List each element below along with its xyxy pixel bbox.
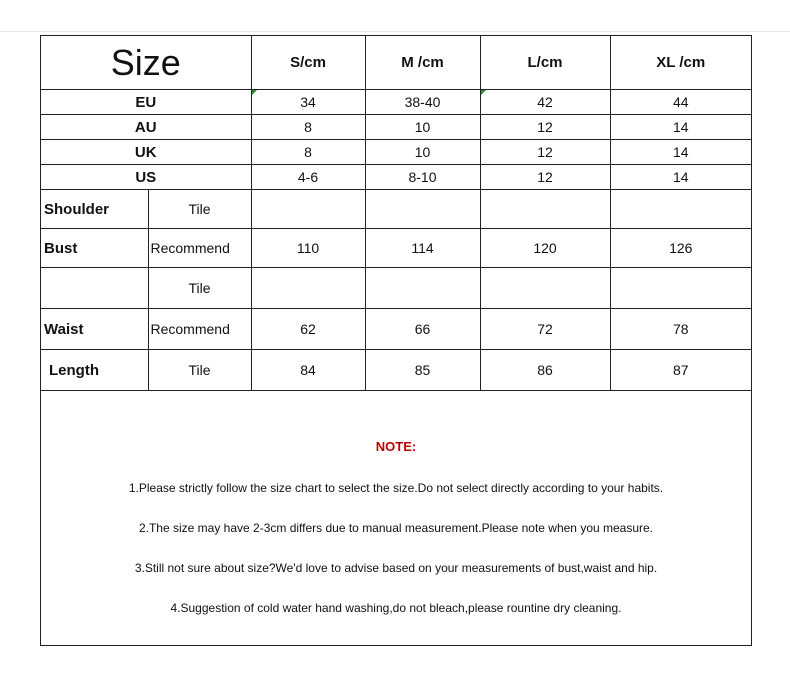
corner-mark [252, 90, 257, 95]
measure-method: Tile [148, 268, 251, 309]
measure-value: 86 [480, 350, 610, 391]
region-value: 14 [610, 115, 751, 140]
region-row-uk [41, 140, 751, 165]
region-value: 44 [610, 90, 751, 115]
region-value: 8-10 [365, 165, 480, 190]
region-value: 34 [251, 90, 365, 115]
measure-value: 72 [480, 309, 610, 350]
column-header-l: L/cm [480, 36, 610, 90]
region-value: 42 [480, 90, 610, 115]
measure-label: Length [41, 350, 148, 391]
region-code: EU [41, 90, 251, 115]
measure-row-length [41, 350, 751, 391]
measure-label: Bust [41, 229, 148, 268]
size-table [41, 36, 751, 391]
measure-value: 114 [365, 229, 480, 268]
region-value: 10 [365, 115, 480, 140]
measure-value: 62 [251, 309, 365, 350]
region-code: UK [41, 140, 251, 165]
region-row-us [41, 165, 751, 190]
note-title: NOTE: [375, 439, 417, 454]
region-value: 12 [480, 140, 610, 165]
region-value: 12 [480, 115, 610, 140]
region-value: 8 [251, 140, 365, 165]
measure-value: 66 [365, 309, 480, 350]
measure-row-bust [41, 229, 751, 268]
region-value: 10 [365, 140, 480, 165]
measure-value: 126 [610, 229, 751, 268]
region-value: 4-6 [251, 165, 365, 190]
column-header-xl: XL /cm [610, 36, 751, 90]
measure-label: Waist [41, 309, 148, 350]
measure-method: Recommend [148, 229, 251, 268]
region-code: AU [41, 115, 251, 140]
measure-label: Shoulder [41, 190, 148, 229]
measure-value: 120 [480, 229, 610, 268]
header-row [41, 36, 751, 90]
measure-label [41, 268, 148, 309]
measure-value: 84 [251, 350, 365, 391]
column-header-m: M /cm [365, 36, 480, 90]
measure-value [480, 190, 610, 229]
measure-value [365, 268, 480, 309]
corner-mark [481, 90, 486, 95]
measure-value: 85 [365, 350, 480, 391]
note-line: 2.The size may have 2-3cm differs due to manual measurement.Please note when you measure. [138, 521, 654, 535]
measure-value [251, 268, 365, 309]
measure-method: Tile [148, 350, 251, 391]
measure-value: 110 [251, 229, 365, 268]
top-divider [0, 31, 790, 32]
measure-value [365, 190, 480, 229]
note-line: 3.Still not sure about size?We'd love to advise based on your measurements of bust,waist and hip. [134, 561, 658, 575]
region-value: 38-40 [365, 90, 480, 115]
note-line: 4.Suggestion of cold water hand washing,do not bleach,please rountine dry cleaning. [170, 601, 622, 615]
measure-value [610, 190, 751, 229]
measure-method: Recommend [148, 309, 251, 350]
region-value: 8 [251, 115, 365, 140]
measure-row-tile [41, 268, 751, 309]
region-value: 14 [610, 140, 751, 165]
measure-value: 78 [610, 309, 751, 350]
measure-value [480, 268, 610, 309]
note-line: 1.Please strictly follow the size chart to select the size.Do not select directly according to your habits. [128, 481, 664, 495]
size-chart [40, 35, 752, 646]
region-row-au [41, 115, 751, 140]
measure-method: Tile [148, 190, 251, 229]
measure-value: 87 [610, 350, 751, 391]
region-row-eu [41, 90, 751, 115]
region-code: US [41, 165, 251, 190]
region-value: 14 [610, 165, 751, 190]
size-title: Size [41, 36, 251, 90]
column-header-s: S/cm [251, 36, 365, 90]
measure-row-shoulder [41, 190, 751, 229]
measure-value [251, 190, 365, 229]
region-value: 12 [480, 165, 610, 190]
measure-row-waist [41, 309, 751, 350]
measure-value [610, 268, 751, 309]
